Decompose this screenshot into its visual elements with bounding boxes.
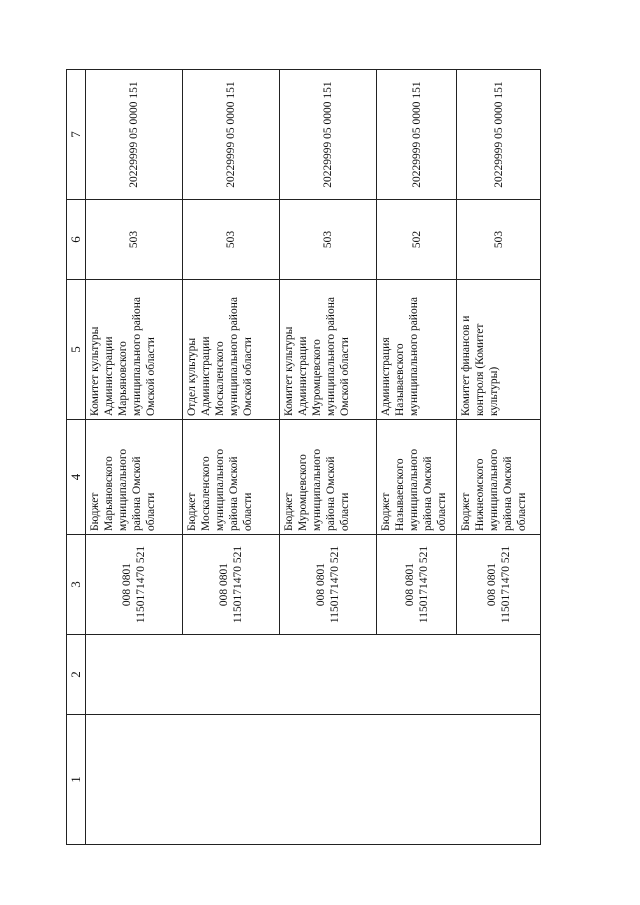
recipient-cell: Комитет культуры Администрации Муромцевского муниципального района Омской области: [280, 280, 377, 420]
col-header-5: 5: [67, 280, 86, 420]
col6-cell: 502: [377, 200, 457, 280]
recipient-cell: Комитет финансов и контроля (Комитет культуры): [457, 280, 541, 420]
budget-cell: Бюджет Муромцевского муниципального района Омской области: [280, 420, 377, 535]
recipient-cell: Администрация Называевского муниципального района: [377, 280, 457, 420]
col6-cell: 503: [86, 200, 183, 280]
kbk-cell: 20229999 05 0000 151: [86, 70, 183, 200]
code-cell: 008 0801 1150171470 521: [280, 535, 377, 635]
col6-cell: 503: [280, 200, 377, 280]
recipient-cell: Отдел культуры Администрации Москаленского муниципального района Омской области: [183, 280, 280, 420]
col-header-2: 2: [67, 635, 86, 715]
kbk-cell: 20229999 05 0000 151: [457, 70, 541, 200]
col-header-4: 4: [67, 420, 86, 535]
header-row: [67, 70, 86, 845]
rotated-page: [66, 70, 541, 845]
code-cell: 008 0801 1150171470 521: [377, 535, 457, 635]
col2-empty-cell: [86, 635, 541, 715]
col-header-3: 3: [67, 535, 86, 635]
budget-cell: Бюджет Марьяновского муниципального района Омской области: [86, 420, 183, 535]
budget-cell: Бюджет Нижнеомского муниципального района Омской области: [457, 420, 541, 535]
code-cell: 008 0801 1150171470 521: [183, 535, 280, 635]
col6-cell: 503: [183, 200, 280, 280]
code-cell: 008 0801 1150171470 521: [86, 535, 183, 635]
budget-cell: Бюджет Называевского муниципального района Омской области: [377, 420, 457, 535]
kbk-cell: 20229999 05 0000 151: [280, 70, 377, 200]
col-header-7: 7: [67, 70, 86, 200]
document-table: [66, 69, 541, 845]
code-cell: 008 0801 1150171470 521: [457, 535, 541, 635]
col1-empty-cell: [86, 715, 541, 845]
kbk-cell: 20229999 05 0000 151: [377, 70, 457, 200]
budget-cell: Бюджет Москаленского муниципального района Омской области: [183, 420, 280, 535]
recipient-cell: Комитет культуры Администрации Марьяновского муниципального района Омской области: [86, 280, 183, 420]
col-header-6: 6: [67, 200, 86, 280]
col6-cell: 503: [457, 200, 541, 280]
table-row: [86, 70, 183, 845]
kbk-cell: 20229999 05 0000 151: [183, 70, 280, 200]
col-header-1: 1: [67, 715, 86, 845]
